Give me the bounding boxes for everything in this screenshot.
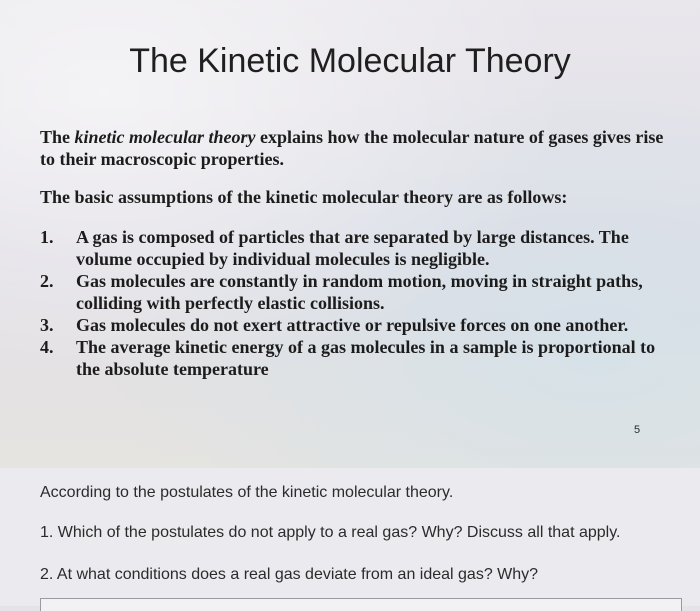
list-item xyxy=(40,336,670,380)
assumptions-list xyxy=(40,226,670,380)
list-item-number: 2. xyxy=(40,271,54,291)
answer-input[interactable] xyxy=(40,598,682,611)
assumptions-heading: The basic assumptions of the kinetic molecular theory are as follows: xyxy=(40,187,568,207)
list-item-number: 1. xyxy=(40,227,54,247)
questions-section xyxy=(0,468,700,606)
intro-prefix: The xyxy=(40,127,75,147)
list-item-text: Gas molecules are constantly in random motion, moving in straight paths, colliding with perfectly elastic collisions. xyxy=(76,271,643,313)
list-item xyxy=(40,226,670,270)
questions-intro: According to the postulates of the kinetic molecular theory. xyxy=(40,484,454,501)
list-item-number: 4. xyxy=(40,337,54,357)
intro-suffix: explains how the molecular nature of gases gives rise to their macroscopic properties. xyxy=(40,127,664,169)
list-item-text: The average kinetic energy of a gas molecules in a sample is proportional to the absolute temperature xyxy=(76,337,656,379)
intro-paragraph xyxy=(40,126,670,170)
list-item xyxy=(40,314,670,336)
question-1: 1. Which of the postulates do not apply to a real gas? Why? Discuss all that apply. xyxy=(40,524,621,541)
list-item-number: 3. xyxy=(40,315,54,335)
list-item-text: A gas is composed of particles that are separated by large distances. The volume occupied by individual molecules is negligible. xyxy=(76,227,629,269)
question-2: 2. At what conditions does a real gas deviate from an ideal gas? Why? xyxy=(40,566,539,583)
list-item xyxy=(40,270,670,314)
list-item-text: Gas molecules do not exert attractive or repulsive forces on one another. xyxy=(76,315,629,335)
intro-term: kinetic molecular theory xyxy=(74,127,256,147)
slide-title: The Kinetic Molecular Theory xyxy=(129,42,571,80)
page-number: 5 xyxy=(634,424,641,436)
